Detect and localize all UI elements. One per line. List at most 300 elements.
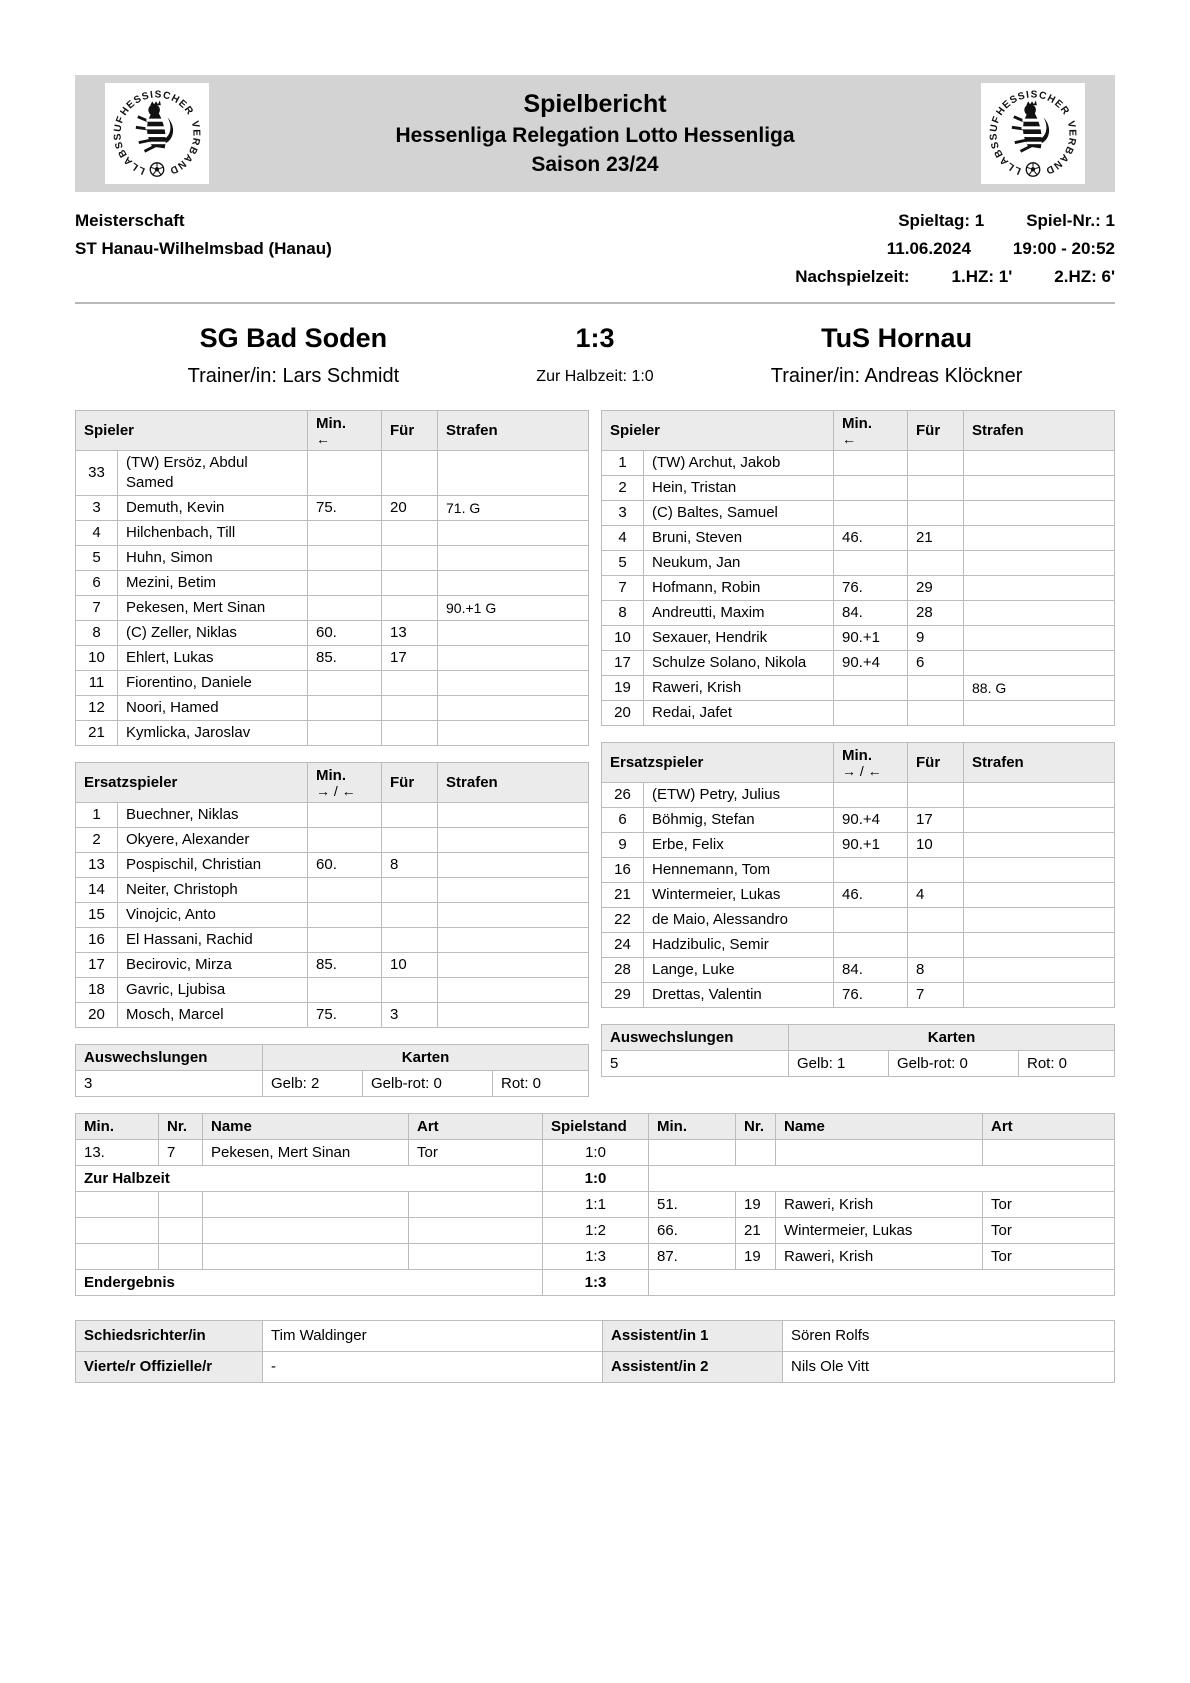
player-nr: 3 (76, 496, 118, 521)
report-title: Spielbericht (523, 90, 667, 118)
player-strafen (438, 521, 589, 546)
player-strafen (964, 626, 1115, 651)
arrow-in-icon: ← (316, 431, 330, 447)
player-name: (ETW) Petry, Julius (644, 783, 834, 808)
player-nr: 6 (76, 571, 118, 596)
player-row (76, 546, 589, 571)
player-row (602, 833, 1115, 858)
player-min: 75. (308, 496, 382, 521)
player-min: 84. (834, 601, 908, 626)
col-header-spieler: Spieler (602, 411, 834, 451)
player-row (76, 646, 589, 671)
home-trainer: Trainer/in: Lars Schmidt (187, 365, 400, 387)
karten-header: Karten (263, 1045, 589, 1071)
date-value: 11.06.2024 (886, 239, 971, 258)
player-strafen (964, 526, 1115, 551)
auswechslungen-header: Auswechslungen (602, 1025, 789, 1051)
milestone-score: 1:0 (543, 1166, 649, 1192)
home-starters-table (75, 410, 589, 746)
col-header-fuer: Für (908, 743, 964, 783)
player-fuer: 28 (908, 601, 964, 626)
competition-label: Meisterschaft (75, 211, 185, 230)
goal-min-away: 66. (649, 1218, 736, 1244)
goal-art-away (983, 1140, 1115, 1166)
referee-label: Schiedsrichter/in (76, 1321, 263, 1352)
player-name: Pospischil, Christian (118, 853, 308, 878)
away-substitution-count: 5 (602, 1051, 789, 1077)
nachspielzeit-label: Nachspielzeit: (795, 267, 910, 286)
hfv-logo-right (981, 83, 1085, 184)
header-titles (209, 88, 981, 179)
goal-art-away: Tor (983, 1192, 1115, 1218)
goal-scorer-away: Raweri, Krish (776, 1192, 983, 1218)
score-block (75, 320, 1115, 356)
player-fuer: 7 (908, 983, 964, 1008)
player-name: Wintermeier, Lukas (644, 883, 834, 908)
goal-art-away: Tor (983, 1218, 1115, 1244)
player-nr: 9 (602, 833, 644, 858)
assistant2-label: Assistent/in 2 (603, 1352, 783, 1383)
player-name: Kymlicka, Jaroslav (118, 721, 308, 746)
assistant2-name: Nils Ole Vitt (783, 1352, 1115, 1383)
trainer-block (75, 365, 1115, 388)
player-nr: 18 (76, 978, 118, 1003)
player-min: 85. (308, 646, 382, 671)
goals-milestone-row (76, 1166, 1115, 1192)
away-subs-table (601, 742, 1115, 1008)
player-min (308, 671, 382, 696)
player-fuer (382, 546, 438, 571)
svg-text:HESSISCHER: HESSISCHER (118, 88, 196, 118)
player-strafen (438, 978, 589, 1003)
player-name: Hofmann, Robin (644, 576, 834, 601)
player-nr: 16 (76, 928, 118, 953)
player-fuer (382, 571, 438, 596)
player-min (834, 551, 908, 576)
halftime-score: Zur Halbzeit: 1:0 (536, 367, 654, 385)
player-nr: 22 (602, 908, 644, 933)
home-yellowred-cards: Gelb-rot: 0 (363, 1071, 493, 1097)
player-name: El Hassani, Rachid (118, 928, 308, 953)
player-fuer: 29 (908, 576, 964, 601)
player-fuer (382, 878, 438, 903)
player-fuer (908, 858, 964, 883)
player-fuer (382, 978, 438, 1003)
auswechslungen-header: Auswechslungen (76, 1045, 263, 1071)
milestone-label: Endergebnis (76, 1270, 543, 1296)
player-name: (TW) Archut, Jakob (644, 451, 834, 476)
player-nr: 3 (602, 501, 644, 526)
player-row (76, 803, 589, 828)
player-fuer: 8 (908, 958, 964, 983)
player-name: Drettas, Valentin (644, 983, 834, 1008)
player-name: Ehlert, Lukas (118, 646, 308, 671)
away-red-cards: Rot: 0 (1019, 1051, 1115, 1077)
player-nr: 16 (602, 858, 644, 883)
arrow-inout-icon: → / ← (842, 763, 882, 779)
player-row (76, 521, 589, 546)
player-fuer: 3 (382, 1003, 438, 1028)
player-row (76, 1003, 589, 1028)
goal-art-home (409, 1244, 543, 1270)
player-min (834, 908, 908, 933)
player-row (602, 676, 1115, 701)
goal-min-away: 51. (649, 1192, 736, 1218)
player-fuer (908, 451, 964, 476)
away-cards-table (601, 1024, 1115, 1077)
goal-scorer-home (203, 1218, 409, 1244)
goals-header-min-home: Min. (76, 1114, 159, 1140)
player-nr: 10 (602, 626, 644, 651)
col-header-strafen: Strafen (438, 411, 589, 451)
goal-nr-away (736, 1140, 776, 1166)
player-name: Mezini, Betim (118, 571, 308, 596)
player-name: Hein, Tristan (644, 476, 834, 501)
player-name: Neukum, Jan (644, 551, 834, 576)
milestone-filler (649, 1270, 1115, 1296)
player-strafen (964, 451, 1115, 476)
goal-min-home (76, 1218, 159, 1244)
player-nr: 5 (602, 551, 644, 576)
milestone-filler (649, 1166, 1115, 1192)
player-fuer: 10 (382, 953, 438, 978)
player-row (602, 808, 1115, 833)
player-nr: 21 (602, 883, 644, 908)
goal-scorer-home (203, 1244, 409, 1270)
officials-table (75, 1320, 1115, 1383)
goal-scorer-home (203, 1192, 409, 1218)
player-fuer: 10 (908, 833, 964, 858)
hfv-crest-icon (984, 86, 1082, 182)
player-min: 60. (308, 621, 382, 646)
player-row (76, 878, 589, 903)
hessian-lion-icon (1012, 100, 1049, 151)
hessian-lion-icon (136, 100, 173, 151)
col-header-min: Min. ← (834, 411, 908, 451)
final-score: 1:3 (575, 323, 615, 353)
player-row (602, 626, 1115, 651)
player-row (76, 671, 589, 696)
player-min: 46. (834, 883, 908, 908)
player-row (602, 858, 1115, 883)
player-min (834, 701, 908, 726)
player-strafen (964, 858, 1115, 883)
player-strafen (438, 1003, 589, 1028)
player-name: Böhmig, Stefan (644, 808, 834, 833)
player-strafen (438, 671, 589, 696)
player-fuer: 4 (908, 883, 964, 908)
player-nr: 33 (76, 451, 118, 496)
col-header-spieler: Spieler (76, 411, 308, 451)
goals-header-art-away: Art (983, 1114, 1115, 1140)
player-name: Raweri, Krish (644, 676, 834, 701)
goal-min-away (649, 1140, 736, 1166)
player-fuer (382, 721, 438, 746)
player-strafen (964, 576, 1115, 601)
goal-row (76, 1244, 1115, 1270)
player-strafen (964, 501, 1115, 526)
player-row (76, 903, 589, 928)
svg-text:VERBAND: VERBAND (1043, 119, 1078, 176)
goal-scorer-home: Pekesen, Mert Sinan (203, 1140, 409, 1166)
player-nr: 8 (76, 621, 118, 646)
player-row (76, 496, 589, 521)
player-row (602, 783, 1115, 808)
player-min (308, 828, 382, 853)
player-nr: 4 (602, 526, 644, 551)
player-fuer: 17 (908, 808, 964, 833)
player-fuer (382, 928, 438, 953)
hfv-logo-left (105, 83, 209, 184)
player-min: 90.+4 (834, 651, 908, 676)
player-min (308, 803, 382, 828)
goal-min-home: 13. (76, 1140, 159, 1166)
player-row (76, 571, 589, 596)
player-fuer: 13 (382, 621, 438, 646)
player-min (834, 451, 908, 476)
player-nr: 26 (602, 783, 644, 808)
goals-header-name-home: Name (203, 1114, 409, 1140)
goal-nr-away: 19 (736, 1244, 776, 1270)
player-min (834, 783, 908, 808)
player-row (602, 476, 1115, 501)
player-name: Okyere, Alexander (118, 828, 308, 853)
player-nr: 1 (76, 803, 118, 828)
col-header-ersatzspieler: Ersatzspieler (602, 743, 834, 783)
player-row (76, 721, 589, 746)
home-subs-table (75, 762, 589, 1028)
player-fuer: 9 (908, 626, 964, 651)
player-strafen (438, 696, 589, 721)
milestone-label: Zur Halbzeit (76, 1166, 543, 1192)
player-name: Erbe, Felix (644, 833, 834, 858)
away-column (601, 410, 1115, 1097)
player-name: Mosch, Marcel (118, 1003, 308, 1028)
player-strafen (438, 928, 589, 953)
player-name: Becirovic, Mirza (118, 953, 308, 978)
player-strafen (964, 808, 1115, 833)
player-row (602, 526, 1115, 551)
player-min (308, 928, 382, 953)
player-nr: 20 (76, 1003, 118, 1028)
goal-art-home (409, 1192, 543, 1218)
player-nr: 21 (76, 721, 118, 746)
goals-header-nr-home: Nr. (159, 1114, 203, 1140)
player-fuer: 17 (382, 646, 438, 671)
player-name: Fiorentino, Daniele (118, 671, 308, 696)
hz2-value: 2.HZ: 6' (1054, 267, 1115, 286)
player-min (834, 476, 908, 501)
player-strafen (438, 621, 589, 646)
player-min (308, 451, 382, 496)
player-strafen (964, 958, 1115, 983)
player-strafen: 90.+1 G (438, 596, 589, 621)
player-nr: 10 (76, 646, 118, 671)
player-min (834, 858, 908, 883)
goal-row (76, 1140, 1115, 1166)
goal-row (76, 1218, 1115, 1244)
player-name: Andreutti, Maxim (644, 601, 834, 626)
arrow-in-icon: ← (842, 431, 856, 447)
spieltag-value: Spieltag: 1 (898, 211, 985, 230)
col-header-fuer: Für (908, 411, 964, 451)
player-row (602, 933, 1115, 958)
fourth-official-name: - (263, 1352, 603, 1383)
goal-min-home (76, 1244, 159, 1270)
player-strafen (438, 828, 589, 853)
goal-art-away: Tor (983, 1244, 1115, 1270)
goal-scorer-away: Wintermeier, Lukas (776, 1218, 983, 1244)
player-strafen (438, 646, 589, 671)
player-name: Hilchenbach, Till (118, 521, 308, 546)
player-nr: 20 (602, 701, 644, 726)
player-nr: 15 (76, 903, 118, 928)
player-min: 90.+1 (834, 833, 908, 858)
hz1-value: 1.HZ: 1' (951, 267, 1013, 286)
player-nr: 2 (76, 828, 118, 853)
player-row (602, 576, 1115, 601)
player-min (308, 596, 382, 621)
player-row (76, 621, 589, 646)
player-name: (C) Zeller, Niklas (118, 621, 308, 646)
player-row (76, 828, 589, 853)
player-row (76, 596, 589, 621)
player-nr: 7 (76, 596, 118, 621)
player-fuer (908, 933, 964, 958)
player-min: 90.+1 (834, 626, 908, 651)
col-header-ersatzspieler: Ersatzspieler (76, 763, 308, 803)
home-column (75, 410, 589, 1097)
player-fuer (908, 551, 964, 576)
player-name: Hadzibulic, Semir (644, 933, 834, 958)
goal-row (76, 1192, 1115, 1218)
svg-text:LLABSSUF: LLABSSUF (112, 113, 147, 176)
goals-table (75, 1113, 1115, 1296)
player-strafen (438, 953, 589, 978)
player-strafen (438, 903, 589, 928)
player-name: de Maio, Alessandro (644, 908, 834, 933)
player-fuer (382, 903, 438, 928)
time-value: 19:00 - 20:52 (1012, 239, 1115, 258)
goals-header-nr-away: Nr. (736, 1114, 776, 1140)
player-strafen (438, 803, 589, 828)
col-header-min: Min. ← (308, 411, 382, 451)
player-strafen (964, 701, 1115, 726)
player-name: Demuth, Kevin (118, 496, 308, 521)
player-name: Lange, Luke (644, 958, 834, 983)
player-min (308, 696, 382, 721)
player-fuer (382, 803, 438, 828)
player-min: 76. (834, 576, 908, 601)
goal-score: 1:3 (543, 1244, 649, 1270)
player-row (602, 601, 1115, 626)
col-header-strafen: Strafen (964, 411, 1115, 451)
player-name: Huhn, Simon (118, 546, 308, 571)
goals-header-min-away: Min. (649, 1114, 736, 1140)
player-row (602, 883, 1115, 908)
away-team-name: TuS Hornau (821, 323, 973, 353)
player-fuer (382, 671, 438, 696)
player-fuer (908, 701, 964, 726)
player-strafen (964, 908, 1115, 933)
player-strafen (964, 983, 1115, 1008)
player-fuer (382, 828, 438, 853)
player-nr: 17 (602, 651, 644, 676)
player-fuer: 8 (382, 853, 438, 878)
player-strafen (964, 601, 1115, 626)
player-name: Redai, Jafet (644, 701, 834, 726)
player-nr: 14 (76, 878, 118, 903)
goal-nr-home (159, 1192, 203, 1218)
col-header-min: Min. → / ← (308, 763, 382, 803)
player-fuer (382, 521, 438, 546)
player-name: Schulze Solano, Nikola (644, 651, 834, 676)
goal-min-away: 87. (649, 1244, 736, 1270)
player-name: Neiter, Christoph (118, 878, 308, 903)
col-header-fuer: Für (382, 411, 438, 451)
goal-nr-home (159, 1244, 203, 1270)
player-strafen (964, 551, 1115, 576)
player-min: 85. (308, 953, 382, 978)
player-strafen (438, 853, 589, 878)
player-nr: 11 (76, 671, 118, 696)
home-red-cards: Rot: 0 (493, 1071, 589, 1097)
player-nr: 8 (602, 601, 644, 626)
player-fuer (908, 676, 964, 701)
season-label: Saison 23/24 (531, 153, 659, 176)
player-name: Noori, Hamed (118, 696, 308, 721)
player-row (76, 953, 589, 978)
player-row (76, 696, 589, 721)
goals-header-art-home: Art (409, 1114, 543, 1140)
assistant1-name: Sören Rolfs (783, 1321, 1115, 1352)
player-row (602, 701, 1115, 726)
player-strafen (964, 783, 1115, 808)
player-strafen (438, 451, 589, 496)
away-yellow-cards: Gelb: 1 (789, 1051, 889, 1077)
goal-art-home (409, 1218, 543, 1244)
goal-scorer-away (776, 1140, 983, 1166)
league-subtitle: Hessenliga Relegation Lotto Hessenliga (395, 124, 795, 147)
player-nr: 5 (76, 546, 118, 571)
away-yellowred-cards: Gelb-rot: 0 (889, 1051, 1019, 1077)
player-name: (C) Baltes, Samuel (644, 501, 834, 526)
player-fuer (382, 696, 438, 721)
away-trainer: Trainer/in: Andreas Klöckner (770, 365, 1023, 387)
home-substitution-count: 3 (76, 1071, 263, 1097)
player-min (308, 903, 382, 928)
player-name: Bruni, Steven (644, 526, 834, 551)
player-nr: 4 (76, 521, 118, 546)
player-name: Hennemann, Tom (644, 858, 834, 883)
away-starters-table (601, 410, 1115, 726)
milestone-score: 1:3 (543, 1270, 649, 1296)
player-nr: 13 (76, 853, 118, 878)
goal-scorer-away: Raweri, Krish (776, 1244, 983, 1270)
goal-score: 1:1 (543, 1192, 649, 1218)
player-strafen: 71. G (438, 496, 589, 521)
player-fuer: 21 (908, 526, 964, 551)
player-nr: 17 (76, 953, 118, 978)
soccer-ball-icon (150, 162, 163, 175)
venue-label: ST Hanau-Wilhelmsbad (Hanau) (75, 239, 332, 258)
player-min (308, 546, 382, 571)
karten-header: Karten (789, 1025, 1115, 1051)
player-name: Gavric, Ljubisa (118, 978, 308, 1003)
player-strafen (964, 833, 1115, 858)
svg-text:LLABSSUF: LLABSSUF (988, 113, 1023, 176)
player-row (602, 983, 1115, 1008)
